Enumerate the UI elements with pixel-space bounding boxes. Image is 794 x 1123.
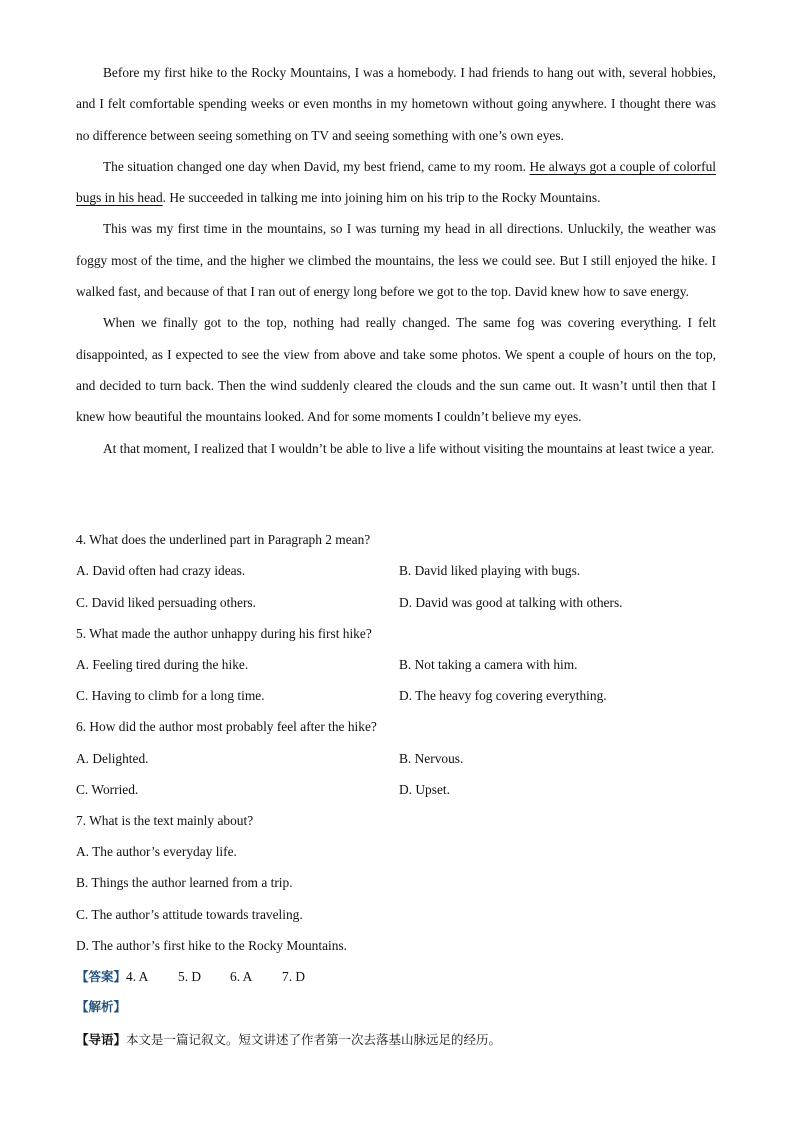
guide-line — [76, 1030, 501, 1050]
paragraph-3: This was my first time in the mountains, so I was turning my head in all directions. Unluckily, the weather was foggy most of the time, and the higher we climbed the mountains, the less we could see. But I still enjoyed the hike. I walked fast, and because of that I ran out of energy long before we got to the top. David knew how to save energy. — [76, 221, 716, 300]
question-7-option-d: D. The author’s first hike to the Rocky Mountains. — [76, 938, 348, 953]
paragraph-2 — [76, 151, 716, 214]
paragraph-4: When we finally got to the top, nothing had really changed. The same fog was covering everything. I felt disappointed, as I expected to see the view from above and take some photos. We spent a couple of hours on the top, and decided to turn back. Then the wind suddenly cleared the clouds and the sun came out. It wasn’t until then that I knew how beautiful the mountains looked. And for some moments I couldn’t believe my eyes. — [76, 315, 716, 425]
paragraph-1: Before my first hike to the Rocky Mountains, I was a homebody. I had friends to hang out with, several hobbies, and I felt comfortable spending weeks or even months in my hometown without going anywhere. I thought there was no difference between seeing something on TV and seeing something with one’s own eyes. — [76, 65, 716, 143]
question-4-option-b: B. David liked playing with bugs. — [399, 563, 581, 578]
answer-row — [76, 967, 305, 987]
question-7-option-a: A. The author’s everyday life. — [76, 844, 237, 859]
question-4-stem: 4. What does the underlined part in Paragraph 2 mean? — [76, 532, 371, 547]
question-6-stem: 6. How did the author most probably feel after the hike? — [76, 719, 377, 734]
paragraph-5: At that moment, I realized that I wouldn’t be able to live a life without visiting the mountains at least twice a year. — [103, 440, 715, 456]
guide-label: 【导语】 — [76, 1032, 127, 1047]
question-4-option-d: D. David was good at talking with others. — [399, 595, 623, 610]
answer-item: 6. A — [230, 969, 253, 984]
question-7-option-b: B. Things the author learned from a trip. — [76, 875, 293, 890]
question-4-option-a: A. David often had crazy ideas. — [76, 563, 246, 578]
paragraph-2-start: The situation changed one day when David, my best friend, came to my room. — [103, 158, 530, 174]
question-5-option-c: C. Having to climb for a long time. — [76, 688, 265, 703]
question-7-stem: 7. What is the text mainly about? — [76, 813, 254, 828]
question-7-option-c: C. The author’s attitude towards traveling. — [76, 907, 303, 922]
question-6-option-b: B. Nervous. — [399, 751, 464, 766]
question-6-option-c: C. Worried. — [76, 782, 139, 797]
question-5-option-a: A. Feeling tired during the hike. — [76, 657, 249, 672]
answer-label: 【答案】 — [76, 969, 127, 984]
question-5-stem: 5. What made the author unhappy during his first hike? — [76, 626, 372, 641]
question-4-option-c: C. David liked persuading others. — [76, 595, 256, 610]
analysis-label: 【解析】 — [76, 999, 127, 1014]
answer-item: 5. D — [178, 969, 202, 984]
paragraph-2-end: . He succeeded in talking me into joining him on his trip to the Rocky Mountains. — [162, 190, 601, 206]
question-5-option-d: D. The heavy fog covering everything. — [399, 688, 607, 703]
guide-text: 本文是一篇记叙文。短文讲述了作者第一次去落基山脉远足的经历。 — [126, 1032, 502, 1047]
reading-passage — [76, 57, 716, 464]
answer-item: 7. D — [282, 969, 306, 984]
question-5-option-b: B. Not taking a camera with him. — [399, 657, 578, 672]
question-6-option-d: D. Upset. — [399, 782, 450, 797]
question-6-option-a: A. Delighted. — [76, 751, 149, 766]
answer-item: 4. A — [126, 969, 149, 984]
underlined-phrase: He always got a couple of colorful bugs in his head — [76, 158, 716, 206]
